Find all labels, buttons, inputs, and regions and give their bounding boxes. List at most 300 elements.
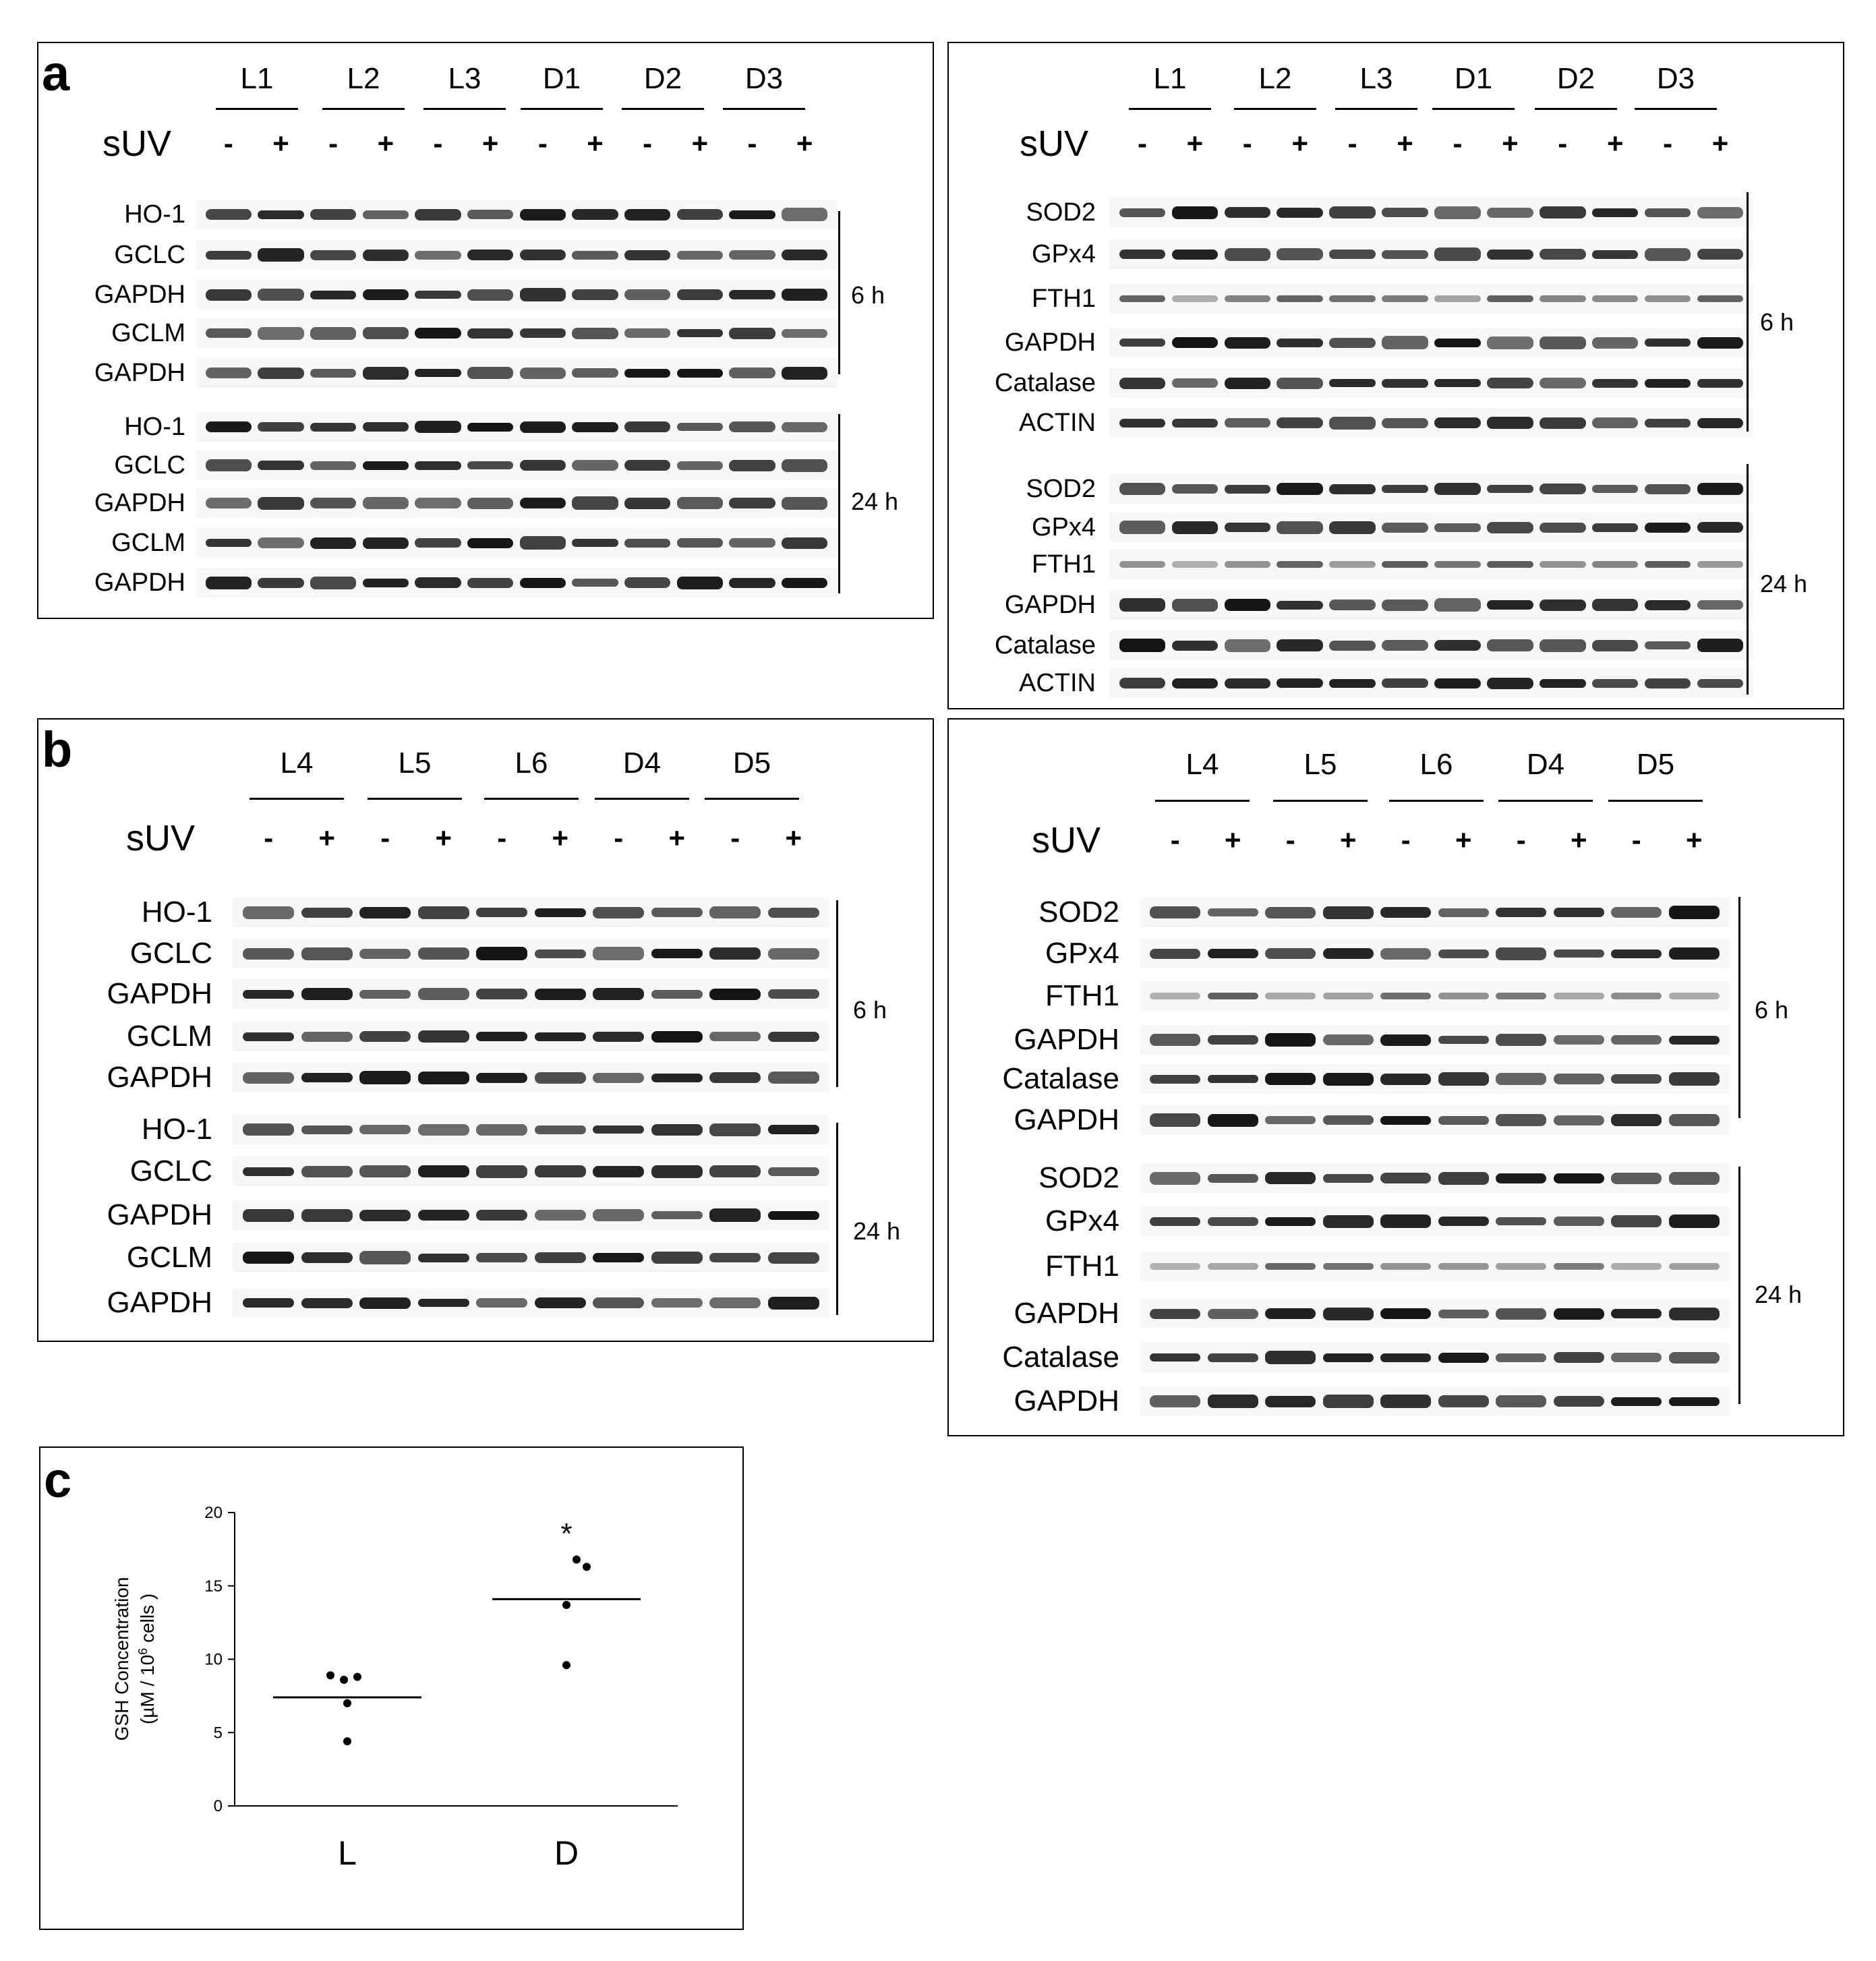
blot-band [1540, 484, 1586, 494]
group-underline [521, 108, 603, 110]
blot-band [243, 906, 294, 919]
blot-band [535, 908, 586, 917]
blot-band [1208, 1217, 1258, 1226]
blot-band [651, 949, 703, 958]
blot-band [677, 329, 723, 337]
blot-band [709, 1208, 761, 1222]
blot-band [1438, 1395, 1489, 1407]
blot-band [1434, 483, 1481, 495]
blot-band [476, 989, 527, 999]
blot-band [415, 577, 461, 588]
blot-band [1697, 379, 1744, 388]
group-label: D4 [1526, 748, 1565, 781]
blot-band [1119, 378, 1166, 389]
blot-band [415, 538, 461, 548]
blot-band [1225, 378, 1271, 389]
blot-band [1119, 561, 1166, 568]
blot-band [1487, 250, 1533, 260]
blot-band [1225, 561, 1271, 568]
protein-label: Catalase [995, 369, 1096, 397]
blot-band [1382, 250, 1428, 259]
x-category-label: D [554, 1834, 579, 1872]
blot-band [1669, 1114, 1720, 1126]
blot-band [1540, 336, 1586, 349]
blot-band [310, 498, 356, 508]
blot-band [1225, 678, 1271, 689]
blot-band [1329, 379, 1376, 387]
blot-band [593, 907, 644, 918]
blot-band [1150, 1172, 1200, 1185]
group-label: D5 [732, 747, 771, 780]
protein-label: GCLC [129, 1154, 212, 1188]
blot-band [1611, 1397, 1662, 1406]
blot-band [729, 498, 775, 508]
blot-band [1150, 906, 1200, 918]
group-underline [1335, 108, 1417, 110]
blot-band [1225, 337, 1271, 349]
blot-band [1554, 908, 1604, 917]
protein-label: GAPDH [1004, 328, 1096, 357]
group-underline [1155, 800, 1250, 802]
blot-band [1208, 1035, 1258, 1045]
protein-label: GCLM [126, 1241, 212, 1274]
blot-band [768, 1167, 819, 1176]
blot-band [1323, 1073, 1374, 1086]
significance-asterisk: * [560, 1517, 573, 1551]
protein-label: GPx4 [1031, 240, 1096, 268]
blot-band [572, 460, 618, 471]
blot-band [359, 907, 411, 918]
protein-label: GAPDH [94, 489, 185, 517]
suv-sign: + [377, 127, 394, 159]
blot-band [206, 577, 252, 589]
blot-band [1323, 1308, 1374, 1320]
blot-band [1382, 561, 1428, 568]
blot-band [415, 461, 461, 470]
group-underline [705, 798, 799, 800]
blot-band [1438, 1172, 1489, 1185]
blot-band [1380, 1173, 1431, 1183]
group-label: D3 [744, 62, 784, 95]
suv-sign: + [668, 822, 686, 854]
blot-band [1265, 1351, 1316, 1364]
blot-band [1119, 419, 1166, 428]
suv-sign: + [1711, 127, 1729, 159]
suv-sign: - [497, 822, 507, 854]
blot-band [593, 1166, 644, 1177]
blot-band [1645, 379, 1691, 388]
blot-band [1697, 295, 1744, 302]
blot-band [1119, 339, 1166, 347]
blot-band [1434, 598, 1481, 612]
group-underline [1635, 108, 1717, 110]
blot-band [1645, 295, 1691, 302]
blot-band [1592, 379, 1639, 388]
suv-sign: - [328, 127, 339, 159]
blot-band [1119, 250, 1166, 259]
blot-band [1669, 906, 1720, 919]
blot-band [243, 1298, 294, 1308]
panel-c [39, 1446, 744, 1930]
blot-band [310, 423, 356, 432]
blot-band [593, 1073, 644, 1083]
blot-band [1380, 907, 1431, 918]
blot-band [1669, 1036, 1720, 1045]
blot-band [651, 1074, 703, 1082]
blot-band [782, 537, 827, 549]
suv-sign: - [537, 127, 548, 159]
blot-band [1277, 295, 1323, 302]
protein-label: SOD2 [1026, 475, 1096, 503]
blot-band [359, 1297, 411, 1309]
blot-band [729, 210, 775, 219]
blot-band [1611, 1173, 1662, 1184]
blot-band [1172, 641, 1219, 651]
blot-band [677, 423, 723, 431]
blot-band [1487, 485, 1533, 493]
group-label: L6 [515, 747, 548, 780]
group-label: L2 [347, 62, 380, 95]
protein-label: GAPDH [1014, 1023, 1119, 1056]
blot-band [243, 1252, 294, 1264]
blot-band [535, 949, 586, 958]
blot-band [243, 948, 294, 960]
blot-band [418, 1124, 469, 1136]
blot-band [1611, 949, 1662, 958]
blot-band [310, 327, 356, 340]
timepoint-bracket [1738, 897, 1740, 1118]
blot-band [1487, 336, 1533, 349]
blot-band [476, 1253, 527, 1262]
blot-band [1645, 339, 1691, 347]
blot-band [467, 538, 513, 548]
protein-label: FTH1 [1032, 550, 1096, 579]
blot-band [782, 289, 827, 301]
suv-sign: + [1606, 127, 1624, 159]
blot-band [624, 289, 670, 300]
blot-band [1172, 295, 1219, 302]
blot-band [1434, 206, 1481, 219]
blot-band [1265, 1217, 1316, 1226]
group-underline [1535, 108, 1617, 110]
group-underline [1234, 108, 1316, 110]
blot-band [476, 947, 527, 960]
blot-band [1380, 1034, 1431, 1046]
blot-band [1382, 295, 1428, 302]
blot-band [1208, 1263, 1258, 1270]
blot-band [1592, 485, 1639, 493]
blot-band [593, 988, 644, 1000]
protein-label: GAPDH [107, 1286, 212, 1319]
timepoint-label: 6 h [851, 281, 885, 309]
blot-band [1323, 1174, 1374, 1183]
blot-band [1496, 1114, 1546, 1126]
blot-band [1150, 993, 1200, 999]
blot-band [1611, 1035, 1662, 1045]
blot-band [243, 1032, 294, 1041]
blot-band [1208, 1353, 1258, 1362]
blot-band [1487, 600, 1533, 610]
blot-band [572, 579, 618, 587]
blot-band [359, 1125, 411, 1134]
blot-band [1265, 1073, 1316, 1085]
blot-band [535, 1165, 586, 1177]
group-underline [1498, 800, 1593, 802]
blot-band [415, 209, 461, 221]
protein-label: HO-1 [124, 200, 185, 229]
blot-band [572, 209, 618, 220]
suv-sign: - [380, 822, 390, 854]
blot-band [1611, 1215, 1662, 1227]
blot-band [1611, 1114, 1662, 1126]
blot-band [258, 327, 303, 340]
blot-band [363, 537, 409, 549]
group-label: L5 [398, 747, 432, 780]
blot-band [1540, 679, 1586, 688]
blot-band [1487, 678, 1533, 689]
blot-band [1592, 523, 1639, 532]
blot-band [782, 208, 827, 221]
group-label: L4 [1185, 748, 1219, 781]
blot-band [363, 289, 409, 300]
blot-band [768, 1252, 819, 1264]
blot-band [709, 1072, 761, 1083]
blot-band [363, 250, 409, 261]
blot-band [1697, 561, 1744, 568]
timepoint-bracket [838, 414, 840, 593]
blot-band [363, 461, 409, 470]
blot-band [467, 498, 513, 509]
blot-band [206, 459, 252, 471]
blot-band [1496, 947, 1546, 960]
protein-label: GAPDH [107, 1198, 212, 1231]
blot-band [1438, 1072, 1489, 1086]
blot-band [415, 498, 461, 508]
protein-label: HO-1 [124, 413, 185, 441]
blot-band [624, 209, 670, 221]
blot-band [1434, 417, 1481, 428]
timepoint-bracket [836, 900, 838, 1087]
blot-band [418, 1072, 469, 1084]
blot-band [1645, 523, 1691, 533]
blot-band [1172, 561, 1219, 568]
blot-band [1496, 1308, 1546, 1320]
blot-band [1645, 419, 1691, 428]
suv-sign: + [1397, 127, 1413, 159]
blot-band [1150, 1263, 1200, 1270]
blot-band [520, 578, 566, 588]
blot-band [1380, 1116, 1431, 1125]
blot-band [677, 369, 723, 378]
group-label: L3 [448, 62, 481, 95]
blot-band [415, 251, 461, 260]
blot-band [1592, 417, 1639, 428]
blot-band [729, 460, 775, 471]
blot-band [415, 328, 461, 339]
blot-band [243, 990, 294, 999]
blot-band [1225, 485, 1271, 494]
blot-band [1496, 993, 1546, 999]
blot-band [243, 1209, 294, 1222]
blot-band [677, 251, 723, 260]
blot-band [593, 1032, 644, 1042]
blot-band [1172, 599, 1219, 612]
blot-band [1119, 678, 1166, 689]
blot-band [1487, 522, 1533, 533]
blot-band [729, 368, 775, 378]
blot-band [1208, 993, 1258, 999]
blot-band [467, 250, 513, 260]
blot-band [768, 989, 819, 999]
blot-band [1323, 993, 1374, 999]
blot-band [418, 1165, 469, 1177]
blot-band [677, 461, 723, 470]
blot-band [782, 459, 827, 472]
blot-band [206, 209, 252, 220]
blot-band [535, 1252, 586, 1263]
blot-band [1172, 678, 1219, 689]
blot-band [467, 210, 513, 219]
blot-band [301, 1125, 353, 1134]
blot-band [1540, 417, 1586, 429]
suv-sign: + [691, 127, 709, 159]
blot-band [1329, 521, 1376, 534]
blot-band [418, 947, 469, 960]
blot-band [1208, 1114, 1258, 1127]
suv-sign: - [1401, 824, 1411, 856]
suv-sign: + [272, 127, 289, 159]
blot-band [1150, 1217, 1200, 1226]
blot-band [1382, 485, 1428, 493]
blot-band [1382, 640, 1428, 651]
protein-label: HO-1 [141, 896, 212, 929]
blot-band [1172, 250, 1219, 260]
blot-band [1329, 295, 1376, 302]
blot-band [520, 209, 566, 221]
blot-band [1697, 522, 1744, 533]
blot-band [1496, 1034, 1546, 1046]
protein-label: FTH1 [1045, 1250, 1119, 1283]
blot-band [1645, 208, 1691, 217]
suv-sign: - [1170, 824, 1180, 856]
blot-band [1119, 521, 1166, 534]
blot-band [1329, 599, 1376, 610]
blot-band [1645, 678, 1691, 689]
blot-band [1277, 521, 1323, 534]
blot-band [1645, 484, 1691, 494]
blot-band [572, 539, 618, 547]
suv-sign: - [1242, 127, 1252, 159]
blot-band [1119, 483, 1166, 495]
blot-band [768, 1125, 819, 1134]
panel-label-c: c [44, 1452, 72, 1508]
blot-band [1329, 561, 1376, 568]
blot-band [651, 990, 703, 999]
blot-band [535, 1210, 586, 1221]
blot-band [1323, 1115, 1374, 1125]
blot-band [593, 1253, 644, 1262]
blot-band [520, 328, 566, 338]
blot-band [535, 989, 586, 1000]
blot-band [359, 1251, 411, 1264]
protein-label: FTH1 [1032, 285, 1096, 313]
blot-band [1438, 908, 1489, 917]
blot-band [301, 1298, 353, 1308]
protein-label: ACTIN [1019, 669, 1096, 697]
blot-band [1225, 207, 1271, 218]
protein-label: GPx4 [1031, 513, 1096, 542]
suv-sign: - [1137, 127, 1147, 159]
suv-sign: - [1285, 824, 1295, 856]
y-axis-label-line2: ($\mu M / 10^6$ cells ) [136, 1593, 158, 1725]
blot-band [1225, 639, 1271, 652]
suv-sign: - [264, 822, 274, 854]
blot-band [1265, 1116, 1316, 1124]
timepoint-label: 6 h [1755, 996, 1789, 1024]
blot-band [1611, 1074, 1662, 1084]
blot-band [1172, 521, 1219, 534]
blot-band [1540, 561, 1586, 568]
blot-band [1434, 678, 1481, 689]
blot-band [768, 1072, 819, 1084]
x-category-label: L [338, 1834, 357, 1872]
blot-band [1150, 1309, 1200, 1319]
blot-band [1496, 908, 1546, 917]
blot-band [258, 422, 303, 432]
blot-band [467, 461, 513, 469]
group-underline [1432, 108, 1515, 110]
blot-band [1380, 1214, 1431, 1228]
timepoint-bracket [838, 211, 840, 374]
blot-band [1554, 1263, 1604, 1270]
group-label: L1 [240, 62, 274, 95]
blot-band [1277, 378, 1323, 389]
blot-band [1323, 1034, 1374, 1045]
blot-band [1554, 1217, 1604, 1226]
blot-band [1554, 1115, 1604, 1125]
blot-band [1382, 336, 1428, 349]
blot-band [363, 579, 409, 587]
blot-band [243, 1072, 294, 1084]
group-underline [1389, 800, 1484, 802]
blot-band [359, 1071, 411, 1084]
protein-label: SOD2 [1026, 198, 1096, 227]
blot-band [1487, 639, 1533, 651]
blot-band [624, 328, 670, 338]
blot-band [1592, 640, 1639, 651]
blot-band [476, 908, 527, 917]
blot-band [1119, 639, 1166, 652]
blot-band [476, 1124, 527, 1136]
blot-band [258, 289, 303, 301]
blot-band [535, 1032, 586, 1041]
group-underline [1273, 800, 1368, 802]
blot-band [1329, 484, 1376, 494]
blot-band [768, 1032, 819, 1042]
blot-band [359, 1165, 411, 1177]
blot-band [1496, 1395, 1546, 1407]
blot-band [301, 1252, 353, 1263]
blot-band [1669, 1397, 1720, 1406]
group-underline [368, 798, 462, 800]
blot-band [1208, 949, 1258, 958]
blot-band [729, 250, 775, 260]
blot-band [415, 421, 461, 433]
blot-band [593, 1297, 644, 1308]
blot-band [1554, 1396, 1604, 1407]
blot-band [520, 498, 566, 508]
blot-band [1172, 378, 1219, 388]
